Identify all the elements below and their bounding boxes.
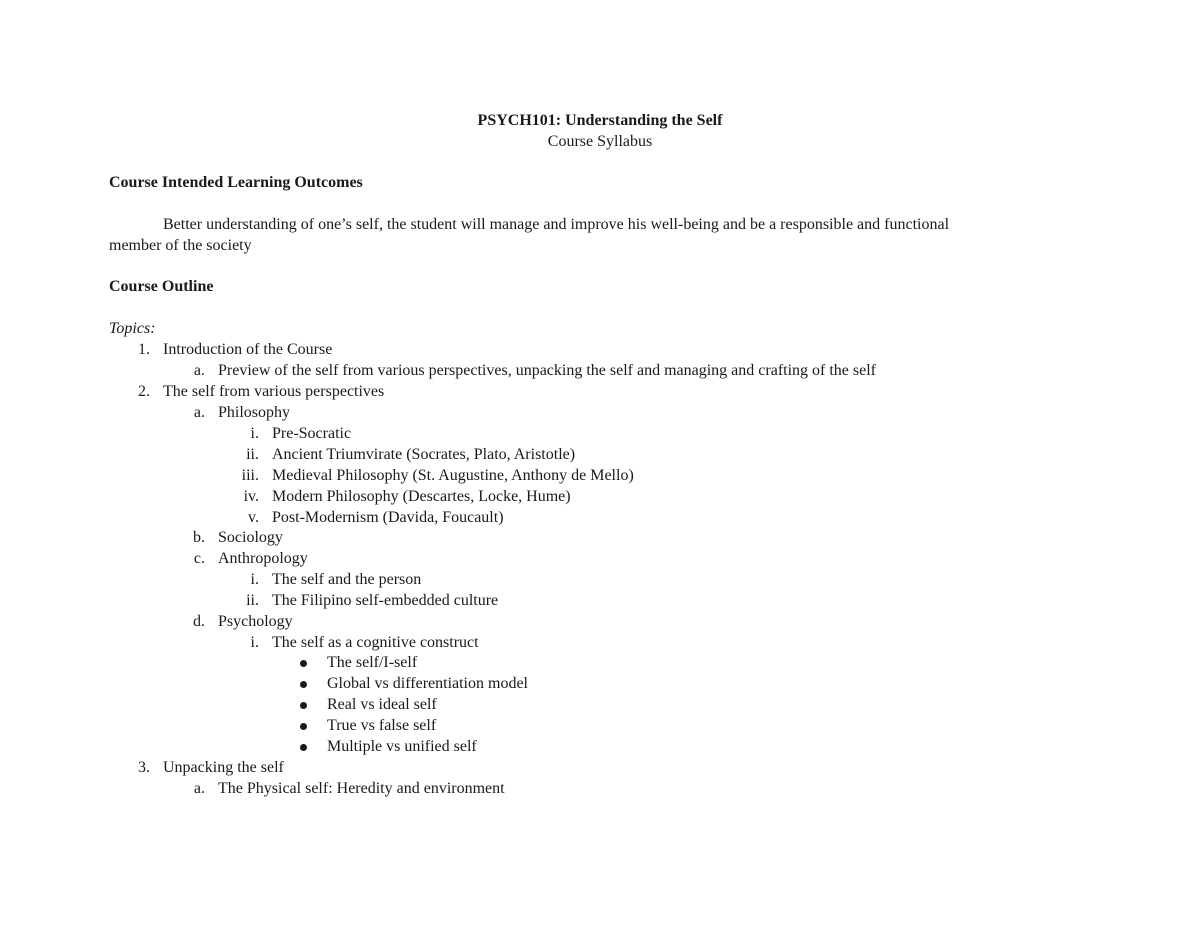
list-item: Medieval Philosophy (St. Augustine, Anthony de Mello) xyxy=(272,467,634,484)
document-subtitle: Course Syllabus xyxy=(547,133,653,150)
bullet-icon xyxy=(300,702,307,709)
list-marker: ii. xyxy=(246,592,259,609)
list-marker: a. xyxy=(193,404,205,421)
list-marker: i. xyxy=(250,634,259,651)
list-marker: d. xyxy=(193,613,205,630)
list-item: Multiple vs unified self xyxy=(327,738,477,755)
list-marker: ii. xyxy=(246,446,259,463)
list-item: Post-Modernism (Davida, Foucault) xyxy=(272,509,504,526)
list-item: Psychology xyxy=(218,613,293,630)
list-item: The self from various perspectives xyxy=(163,383,385,400)
list-item: Introduction of the Course xyxy=(163,341,333,358)
list-item: Modern Philosophy (Descartes, Locke, Hume) xyxy=(272,488,571,505)
list-marker: a. xyxy=(193,362,205,379)
list-marker: v. xyxy=(248,509,259,526)
list-item: Real vs ideal self xyxy=(327,696,437,713)
list-item: Sociology xyxy=(218,529,283,546)
list-item: Philosophy xyxy=(218,404,291,421)
list-item: Ancient Triumvirate (Socrates, Plato, Aristotle) xyxy=(272,446,576,463)
bullet-icon xyxy=(300,723,307,730)
list-item: Preview of the self from various perspectives, unpacking the self and managing and crafting of the self xyxy=(218,362,877,379)
list-marker: i. xyxy=(250,425,259,442)
document-title: PSYCH101: Understanding the Self xyxy=(477,112,723,129)
outcomes-paragraph-line2: member of the society xyxy=(109,237,252,254)
list-item: Anthropology xyxy=(218,550,308,567)
list-marker: iii. xyxy=(241,467,259,484)
list-item: The self as a cognitive construct xyxy=(272,634,479,651)
list-item: Unpacking the self xyxy=(163,759,284,776)
outcomes-heading: Course Intended Learning Outcomes xyxy=(109,174,363,191)
list-marker: 3. xyxy=(138,759,150,776)
bullet-icon xyxy=(300,681,307,688)
list-marker: c. xyxy=(193,550,205,567)
list-marker: a. xyxy=(193,780,205,797)
list-item: True vs false self xyxy=(327,717,437,734)
list-marker: 1. xyxy=(138,341,150,358)
list-marker: b. xyxy=(193,529,205,546)
list-item: Pre-Socratic xyxy=(272,425,352,442)
list-item: The self/I-self xyxy=(327,654,418,671)
list-marker: i. xyxy=(250,571,259,588)
outcomes-paragraph-line1: Better understanding of one’s self, the student will manage and improve his well-being and be a responsible and functional xyxy=(163,216,950,233)
outline-heading: Course Outline xyxy=(109,278,214,295)
bullet-icon xyxy=(300,744,307,751)
list-item: The self and the person xyxy=(272,571,422,588)
topics-label: Topics: xyxy=(109,320,156,337)
list-marker: 2. xyxy=(138,383,150,400)
list-item: The Physical self: Heredity and environment xyxy=(218,780,505,797)
bullet-icon xyxy=(300,660,307,667)
list-item: Global vs differentiation model xyxy=(327,675,528,692)
list-marker: iv. xyxy=(243,488,259,505)
list-item: The Filipino self-embedded culture xyxy=(272,592,499,609)
